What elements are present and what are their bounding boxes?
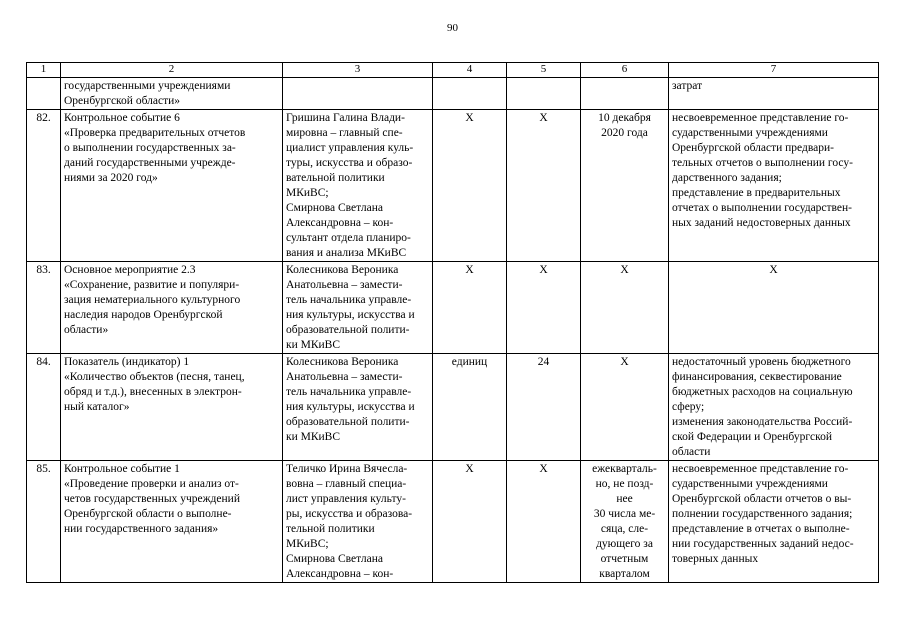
executor: Колесникова Вероника Анатольевна – замести- тель начальника управле- ния культуры, искусства и образовательной полити- ки МКиВС [283, 354, 433, 461]
deadline: 10 декабря 2020 года [581, 110, 669, 262]
row-number [27, 78, 61, 110]
risks: несвоевременное представление го- сударственными учреждениями Оренбургской области предвари- тельных отчетов о выполнении госу- дарственного задания; представление в предварительных отчетах о выполнении государствен- ных заданий недостоверных данных [669, 110, 879, 262]
risks: Х [669, 262, 879, 354]
table-row [27, 110, 879, 262]
event-name: Основное мероприятие 2.3 «Сохранение, развитие и популяри- зация нематериального культурного наследия народов Оренбургской области» [61, 262, 283, 354]
column-4-value [433, 78, 507, 110]
column-5-value: 24 [507, 354, 581, 461]
event-name: государственными учреждениями Оренбургской области» [61, 78, 283, 110]
executor: Гришина Галина Влади- мировна – главный спе- циалист управления куль- туры, искусства и образо- вательной политики МКиВС; Смирнова Светлана Александровна – кон- сультант отдела планиро- вания и анализа МКиВС [283, 110, 433, 262]
page-number: 90 [447, 22, 458, 34]
column-4-value: Х [433, 110, 507, 262]
column-5-value: Х [507, 110, 581, 262]
table-row [27, 354, 879, 461]
column-5-value [507, 78, 581, 110]
column-5-value: Х [507, 262, 581, 354]
column-number: 1 [27, 63, 61, 78]
event-name: Показатель (индикатор) 1 «Количество объектов (песня, танец, обряд и т.д.), внесенных в электрон- ный каталог» [61, 354, 283, 461]
event-name: Контрольное событие 6 «Проверка предварительных отчетов о выполнении государственных за- даний государственными учрежде- ниями за 2020 год» [61, 110, 283, 262]
executor: Колесникова Вероника Анатольевна – замести- тель начальника управле- ния культуры, искусства и образовательной полити- ки МКиВС [283, 262, 433, 354]
executor [283, 78, 433, 110]
risks: затрат [669, 78, 879, 110]
row-number: 82. [27, 110, 61, 262]
column-number: 4 [433, 63, 507, 78]
plan-table [26, 62, 879, 583]
risks: недостаточный уровень бюджетного финансирования, секвестирование бюджетных расходов на социальную сферу; изменения законодательства Россий- ской Федерации и Оренбургской области [669, 354, 879, 461]
column-number: 2 [61, 63, 283, 78]
event-name: Контрольное событие 1 «Проведение проверки и анализ от- четов государственных учреждений Оренбургской области о выполне- нии государственного задания» [61, 461, 283, 583]
table-row [27, 78, 879, 110]
column-number: 5 [507, 63, 581, 78]
deadline: Х [581, 354, 669, 461]
column-number: 6 [581, 63, 669, 78]
column-4-value: Х [433, 262, 507, 354]
column-4-value: Х [433, 461, 507, 583]
row-number: 85. [27, 461, 61, 583]
column-5-value: Х [507, 461, 581, 583]
risks: несвоевременное представление го- сударственными учреждениями Оренбургской области отчетов о вы- полнении государственного задания; представление в отчетах о выполне- нии государственных заданий недос- товерных данных [669, 461, 879, 583]
deadline: Х [581, 262, 669, 354]
column-4-value: единиц [433, 354, 507, 461]
row-number: 84. [27, 354, 61, 461]
table-row [27, 262, 879, 354]
column-number: 7 [669, 63, 879, 78]
table-row [27, 461, 879, 583]
deadline: ежекварталь- но, не позд- нее 30 числа ме- сяца, сле- дующего за отчетным кварталом [581, 461, 669, 583]
row-number: 83. [27, 262, 61, 354]
executor: Теличко Ирина Вячесла- вовна – главный специа- лист управления культу- ры, искусства и образова- тельной политики МКиВС; Смирнова Светлана Александровна – кон- [283, 461, 433, 583]
deadline [581, 78, 669, 110]
column-number: 3 [283, 63, 433, 78]
column-numbers-row [27, 63, 879, 78]
